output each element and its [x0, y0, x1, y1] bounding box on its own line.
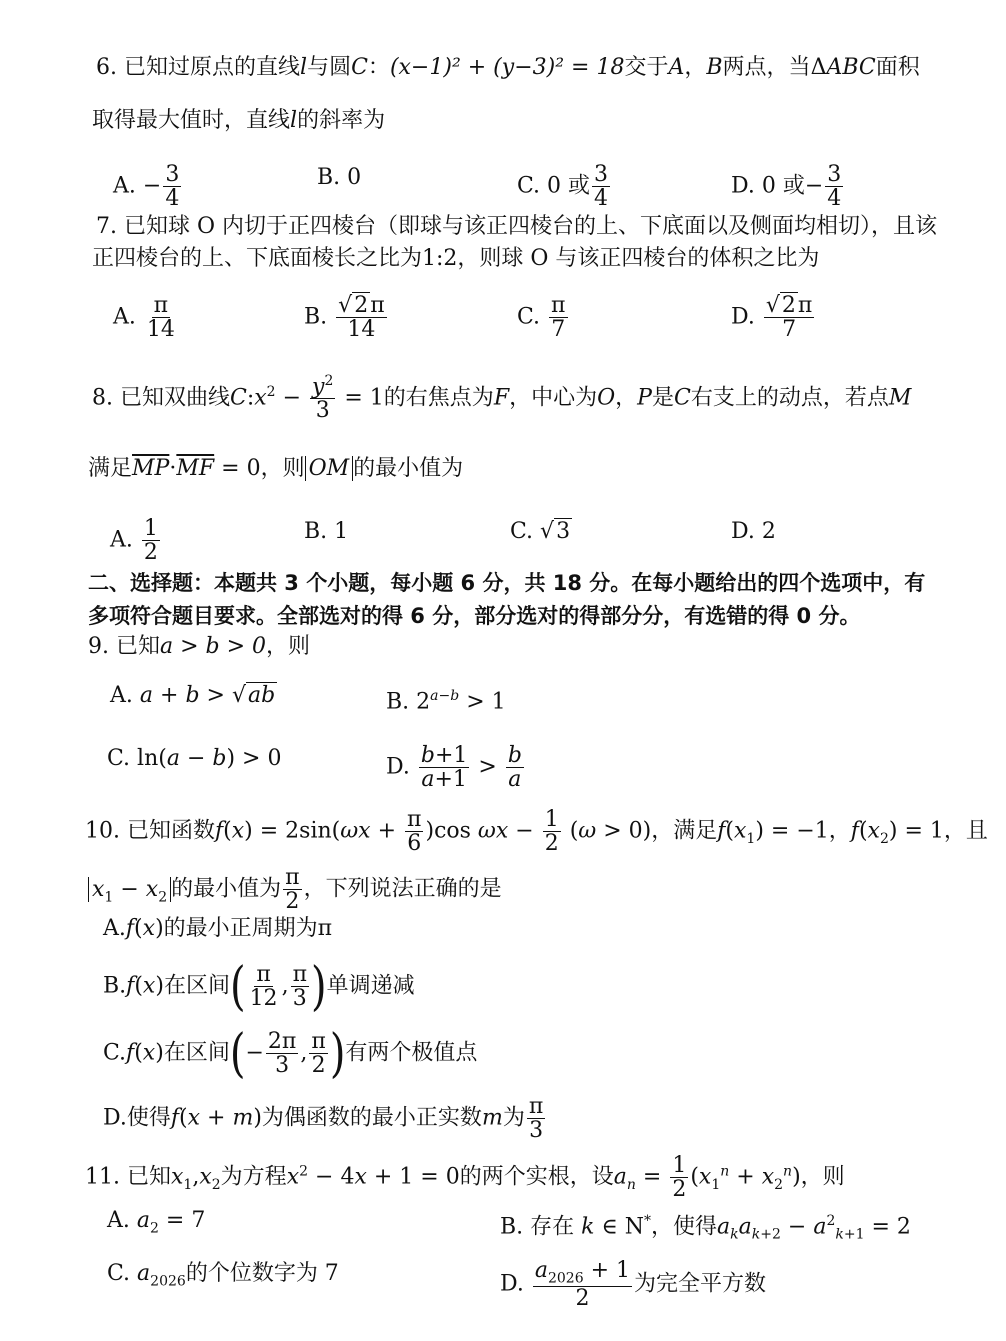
q10-option-c[interactable]: C.f(x)在区间(− $\frac{2\pi}{3}$ , $\frac{\pi}{2}$ )有两个极值点 [103, 1023, 478, 1084]
q7-line1: 7. 已知球 O 内切于正四棱台（即球与该正四棱台的上、下底面以及侧面均相切），且该 [96, 214, 938, 239]
q10-text: ， [828, 818, 851, 844]
q11-text: 为方程 [220, 1164, 287, 1190]
option-text: 的个位数字为 7 [185, 1261, 339, 1286]
q9-line1 [88, 632, 310, 662]
q6-text: 已知过原点的直线 [124, 55, 301, 80]
option-label: D. [500, 1271, 524, 1297]
q6-option-d[interactable]: D. 0 或− $\frac{3}{4}$ [731, 162, 842, 212]
q7-option-b[interactable]: B. $\frac{√2\pi}{14}$ [304, 293, 385, 343]
q10-option-b[interactable]: B.f(x)在区间( $\frac{\pi}{12}$ , $\frac{\pi}{3}$ )单调递减 [103, 956, 415, 1017]
q8-text: 8. 已知双曲线 [92, 385, 230, 411]
q10-line2: $x_1 - x_2$ 的最小值为 $\frac{\pi}{2}$ ，下列说法正确的是 [88, 866, 502, 913]
q8-text: 是 [651, 385, 674, 411]
q8-option-a[interactable]: A. $\frac{1}{2}$ [110, 516, 158, 566]
option-label: C. [103, 1040, 127, 1066]
q11-option-d[interactable]: D. $\frac{a_{2026} + 1}{2}$ 为完全平方数 [500, 1258, 767, 1312]
q6-text: 与圆 [307, 55, 352, 80]
q11-option-b[interactable]: B. 存在 k ∈ N*，使得$a_ka_{k+2} - a^2_{k+1} = 2$ [500, 1213, 911, 1243]
q11-text: 11. 已知 [85, 1164, 171, 1190]
q10-text: ，且 [943, 818, 988, 844]
q10-text: ，下列说法正确的是 [303, 876, 502, 902]
q11-text: 的两个实根，设 [459, 1164, 614, 1190]
option-label: C. [107, 746, 131, 771]
q10-line1: 10. 已知函数f(x) = 2sin(ωx + $\frac{\pi}{6}$ )cos ωx − $\frac{1}{2}$ (ω > 0)，满足$f(x_1) = -1$，$f(x_2) = 1$，且 [85, 807, 988, 857]
option-text: 在区间 [163, 1040, 230, 1066]
option-label: B. 1 [304, 519, 349, 544]
q6-line2: 取得最大值时，直线l的斜率为 [92, 108, 386, 133]
option-text: 为 [502, 1105, 525, 1131]
option-label: A. [113, 304, 136, 330]
q7-option-a[interactable]: A. $\frac{\pi}{14}$ [113, 293, 175, 343]
option-text: 为偶函数的最小正实数 [261, 1105, 482, 1131]
q8-text: 满足 [88, 456, 133, 481]
q10-text: 的最小值为 [171, 876, 282, 902]
option-text: 单调递减 [326, 973, 415, 999]
option-label: A. [110, 683, 133, 708]
q10-text: 10. 已知函数 [85, 818, 215, 844]
q6-text: 两点，当 [722, 55, 811, 80]
q9-option-b[interactable]: B. $2^{a-b} > 1$ [386, 688, 506, 715]
q7-option-c[interactable]: C. $\frac{\pi}{7}$ [517, 293, 566, 343]
q8-text: ，中心为 [509, 385, 598, 411]
option-label: A. [110, 527, 133, 553]
q8-option-c[interactable]: C. √3 [510, 519, 571, 544]
option-label: D. 2 [731, 519, 776, 544]
q8-line1: 8. 已知双曲线$C:x^2$ − $\frac{y^2}{3}$ = 1的右焦点为F，中心为O，P是C右支上的动点，若点M [92, 373, 912, 424]
q8-text: 的最小值为 [353, 456, 464, 481]
q6-number: 6. [96, 55, 117, 80]
q8-text: ， [615, 385, 638, 411]
option-label: D. [731, 173, 755, 199]
q9-option-c[interactable]: C. ln(a − b) > 0 [107, 746, 282, 771]
section2-line1: 二、选择题：本题共 3 个小题，每小题 6 分，共 18 分。在每小题给出的四个选项中，有 [88, 571, 926, 595]
option-label: D.使得 [103, 1105, 171, 1131]
section2-line2: 多项符合题目要求。全部选对的得 6 分，部分选对的得部分分，有选错的得 0 分。 [88, 604, 861, 628]
q9-text: 9. 已知 [88, 634, 160, 659]
q9-text: ，则 [266, 634, 311, 659]
option-label: A. [103, 916, 126, 941]
q11-option-a[interactable]: A. $a_2 = 7$ [107, 1208, 206, 1237]
option-label: B. [103, 973, 127, 999]
q6-text: 的斜率为 [297, 108, 386, 133]
option-text: 的最小正周期为 [163, 916, 318, 941]
option-text: 0 或 [761, 173, 805, 199]
option-label: D. [386, 754, 410, 780]
option-text: 0 或 [547, 173, 591, 199]
q6-line1: 6. 已知过原点的直线l与圆C：(x−1)² + (y−3)² = 18交于A，B两点，当ΔABC面积 [96, 55, 920, 80]
option-label: A. [113, 173, 136, 199]
q7-line2: 正四棱台的上、下底面棱长之比为1:2，则球 O 与该正四棱台的体积之比为 [92, 246, 820, 271]
option-text: 在区间 [163, 973, 230, 999]
q10-text: ，满足 [651, 818, 718, 844]
option-label: A. [107, 1208, 130, 1233]
q8-text: 右支上的动点，若点 [690, 385, 889, 411]
q6-option-b[interactable] [317, 163, 361, 193]
option-label: C. [517, 173, 541, 199]
q9-option-a[interactable]: A. a + b > √ab [110, 683, 276, 708]
q10-option-d[interactable]: D.使得f(x + m)为偶函数的最小正实数m为 $\frac{\pi}{3}$ [103, 1094, 544, 1144]
option-text: 为完全平方数 [634, 1271, 767, 1297]
q8-text: 的右焦点为 [383, 385, 494, 411]
q6-text: 面积 [875, 55, 920, 80]
q8-option-b[interactable] [304, 517, 348, 547]
q9-condition: a > b > 0 [159, 634, 267, 659]
option-label: B. 0 [317, 165, 362, 190]
q10-option-a[interactable]: A.f(x)的最小正周期为π [103, 916, 333, 941]
q6-text: 交于 [624, 55, 669, 80]
q8-line2: 满足$\overline{MP}\cdot\overline{MF} = 0$，则 OM 的最小值为 [88, 456, 464, 481]
q6-equation: (x−1)² + (y−3)² = 18 [389, 55, 625, 80]
q11-line1: 11. 已知$x_1,x_2$为方程$x^2 - 4x + 1 = 0$的两个实根，设$a_n$ = $\frac{1}{2}$ $(x_1^n + x_2^n)$，则 [85, 1153, 845, 1203]
option-label: B. [304, 304, 328, 330]
q8-option-d[interactable] [731, 517, 776, 547]
option-label: C. [510, 519, 534, 544]
option-label: D. [731, 304, 755, 330]
q6-option-c[interactable]: C. 0 或 $\frac{3}{4}$ [517, 162, 609, 212]
q11-text: ，则 [800, 1164, 845, 1190]
option-text: ，使得 [651, 1214, 718, 1240]
q9-option-d[interactable]: D. $\frac{b+1}{a+1}$ > $\frac{b}{a}$ [386, 743, 522, 793]
q6-option-a[interactable]: A. − $\frac{3}{4}$ [113, 162, 180, 212]
option-label: B. 存在 [500, 1214, 575, 1240]
option-text: 有两个极值点 [345, 1040, 478, 1066]
q6-text: 取得最大值时，直线 [92, 108, 291, 133]
option-label: B. [386, 689, 410, 715]
q7-option-d[interactable]: D. $\frac{√2\pi}{7}$ [731, 293, 813, 343]
option-label: C. [107, 1261, 131, 1286]
q8-text: ，则 [260, 456, 305, 481]
option-label: C. [517, 304, 541, 330]
q11-option-c[interactable]: C. $a_{2026}$的个位数字为 7 [107, 1261, 339, 1290]
